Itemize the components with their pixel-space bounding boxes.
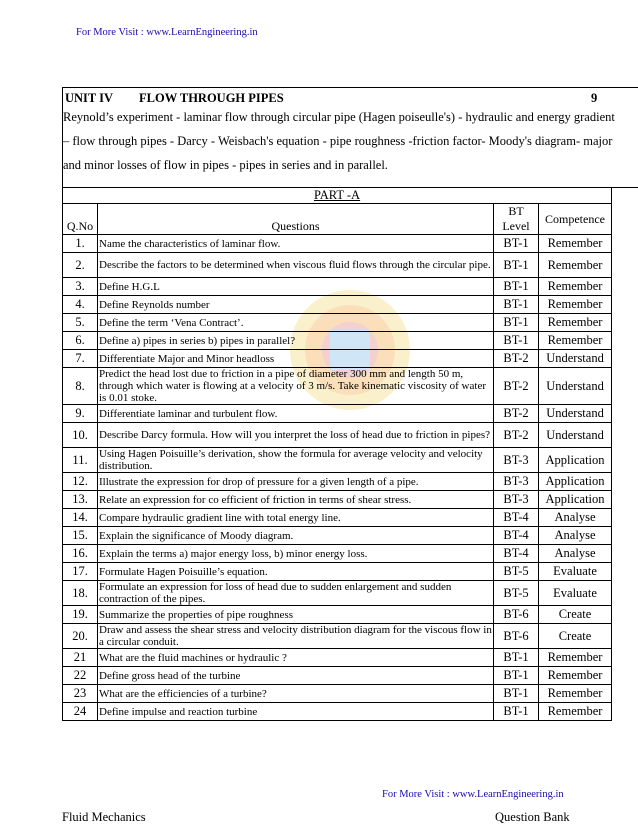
competence: Evaluate bbox=[539, 581, 612, 606]
competence: Understand bbox=[539, 368, 612, 405]
bt-level: BT-1 bbox=[494, 667, 539, 685]
part-row bbox=[63, 188, 612, 204]
table-row bbox=[63, 314, 612, 332]
question-number: 4. bbox=[63, 296, 98, 314]
syllabus-line: and minor losses of flow in pipes - pipes in series and in parallel. bbox=[63, 158, 388, 172]
bt-level: BT-1 bbox=[494, 685, 539, 703]
bt-level: BT-4 bbox=[494, 545, 539, 563]
unit-label: UNIT IV bbox=[65, 91, 114, 105]
question-table bbox=[62, 187, 612, 721]
table-row bbox=[63, 332, 612, 350]
syllabus-line: Reynold’s experiment - laminar flow through circular pipe (Hagen poiseulle's) - hydraulic and energy gradient bbox=[63, 110, 615, 124]
question-text: Define a) pipes in series b) pipes in parallel? bbox=[98, 332, 494, 350]
table-row bbox=[63, 235, 612, 253]
table-row bbox=[63, 685, 612, 703]
table-row bbox=[63, 509, 612, 527]
competence: Application bbox=[539, 473, 612, 491]
competence: Remember bbox=[539, 649, 612, 667]
competence: Remember bbox=[539, 703, 612, 721]
bt-level: BT-3 bbox=[494, 473, 539, 491]
unit-title: FLOW THROUGH PIPES bbox=[139, 91, 284, 105]
question-text: Predict the head lost due to friction in a pipe of diameter 300 mm and length 50 m, through which water is flowing at a velocity of 3 m/s. Take kinematic viscosity of water is 0.01 stoke. bbox=[98, 368, 494, 405]
syllabus-line: – flow through pipes - Darcy - Weisbach's equation - pipe roughness -friction factor- Moody's diagram- major bbox=[63, 134, 613, 148]
header-row bbox=[63, 204, 612, 235]
question-text: Define impulse and reaction turbine bbox=[98, 703, 494, 721]
header-link[interactable]: For More Visit : www.LearnEngineering.in bbox=[76, 27, 258, 38]
bt-level: BT-2 bbox=[494, 350, 539, 368]
competence: Remember bbox=[539, 296, 612, 314]
competence: Remember bbox=[539, 332, 612, 350]
table-row bbox=[63, 253, 612, 278]
table-row bbox=[63, 405, 612, 423]
question-number: 3. bbox=[63, 278, 98, 296]
competence: Analyse bbox=[539, 545, 612, 563]
table-row bbox=[63, 423, 612, 448]
bt-level: BT-1 bbox=[494, 278, 539, 296]
competence: Application bbox=[539, 491, 612, 509]
bt-level: BT-1 bbox=[494, 703, 539, 721]
question-text: Illustrate the expression for drop of pressure for a given length of a pipe. bbox=[98, 473, 494, 491]
table-row bbox=[63, 667, 612, 685]
bt-level: BT-4 bbox=[494, 509, 539, 527]
competence: Understand bbox=[539, 405, 612, 423]
question-text: Compare hydraulic gradient line with total energy line. bbox=[98, 509, 494, 527]
bt-level: BT-6 bbox=[494, 624, 539, 649]
question-number: 9. bbox=[63, 405, 98, 423]
question-number: 5. bbox=[63, 314, 98, 332]
question-number: 12. bbox=[63, 473, 98, 491]
competence: Remember bbox=[539, 667, 612, 685]
question-text: Differentiate laminar and turbulent flow. bbox=[98, 405, 494, 423]
question-text: Name the characteristics of laminar flow. bbox=[98, 235, 494, 253]
question-number: 10. bbox=[63, 423, 98, 448]
question-text: Differentiate Major and Minor headloss bbox=[98, 350, 494, 368]
competence-header: Competence bbox=[539, 204, 612, 235]
bt-level: BT-2 bbox=[494, 368, 539, 405]
competence: Remember bbox=[539, 235, 612, 253]
bt-level: BT-1 bbox=[494, 253, 539, 278]
bt-level: BT-2 bbox=[494, 423, 539, 448]
question-number: 8. bbox=[63, 368, 98, 405]
table-row bbox=[63, 624, 612, 649]
question-text: Define the term ‘Vena Contract’. bbox=[98, 314, 494, 332]
question-text: Define Reynolds number bbox=[98, 296, 494, 314]
table-row bbox=[63, 703, 612, 721]
competence: Create bbox=[539, 624, 612, 649]
question-text: Explain the significance of Moody diagram. bbox=[98, 527, 494, 545]
bt-level: BT-4 bbox=[494, 527, 539, 545]
question-number: 18. bbox=[63, 581, 98, 606]
table-row bbox=[63, 606, 612, 624]
question-number: 6. bbox=[63, 332, 98, 350]
question-number: 22 bbox=[63, 667, 98, 685]
bt-level-header: BT Level bbox=[494, 204, 539, 235]
bt-level: BT-1 bbox=[494, 235, 539, 253]
bt-level: BT-3 bbox=[494, 491, 539, 509]
question-number: 23 bbox=[63, 685, 98, 703]
question-text: Relate an expression for co efficient of friction in terms of shear stress. bbox=[98, 491, 494, 509]
bt-level: BT-5 bbox=[494, 563, 539, 581]
table-row bbox=[63, 350, 612, 368]
part-label: PART -A bbox=[63, 188, 612, 204]
table-row bbox=[63, 473, 612, 491]
table-row bbox=[63, 545, 612, 563]
question-number: 7. bbox=[63, 350, 98, 368]
competence: Evaluate bbox=[539, 563, 612, 581]
question-number: 2. bbox=[63, 253, 98, 278]
bt-level: BT-1 bbox=[494, 296, 539, 314]
bt-level: BT-3 bbox=[494, 448, 539, 473]
question-number: 13. bbox=[63, 491, 98, 509]
bt-level: BT-2 bbox=[494, 405, 539, 423]
question-text: Formulate an expression for loss of head due to sudden enlargement and sudden contraction of the pipes. bbox=[98, 581, 494, 606]
question-text: What are the fluid machines or hydraulic ? bbox=[98, 649, 494, 667]
question-text: Describe Darcy formula. How will you interpret the loss of head due to friction in pipes? bbox=[98, 423, 494, 448]
question-text: Explain the terms a) major energy loss, b) minor energy loss. bbox=[98, 545, 494, 563]
question-text: Draw and assess the shear stress and velocity distribution diagram for the viscous flow in a circular conduit. bbox=[99, 624, 492, 648]
question-number: 14. bbox=[63, 509, 98, 527]
question-text: Using Hagen Poisuille’s derivation, show the formula for average velocity and velocity distribution. bbox=[98, 448, 494, 473]
bt-level: BT-1 bbox=[494, 649, 539, 667]
bt-level: BT-1 bbox=[494, 314, 539, 332]
question-text: Define gross head of the turbine bbox=[98, 667, 494, 685]
competence: Understand bbox=[539, 423, 612, 448]
table-row bbox=[63, 527, 612, 545]
competence: Analyse bbox=[539, 527, 612, 545]
table-row bbox=[63, 581, 612, 606]
competence: Remember bbox=[539, 278, 612, 296]
question-number: 20. bbox=[63, 624, 98, 649]
question-text: Formulate Hagen Poisuille’s equation. bbox=[98, 563, 494, 581]
footer-subject: Fluid Mechanics bbox=[62, 810, 146, 824]
table-row bbox=[63, 278, 612, 296]
table-row bbox=[63, 448, 612, 473]
competence: Create bbox=[539, 606, 612, 624]
question-number: 19. bbox=[63, 606, 98, 624]
qno-header: Q.No bbox=[63, 204, 98, 235]
question-number: 16. bbox=[63, 545, 98, 563]
competence: Analyse bbox=[539, 509, 612, 527]
question-text: What are the efficiencies of a turbine? bbox=[98, 685, 494, 703]
question-text: Summarize the properties of pipe roughness bbox=[98, 606, 494, 624]
unit-section bbox=[62, 87, 638, 188]
competence: Understand bbox=[539, 350, 612, 368]
question-number: 17. bbox=[63, 563, 98, 581]
table-row bbox=[63, 368, 612, 405]
table-row bbox=[63, 563, 612, 581]
footer-link[interactable]: For More Visit : www.LearnEngineering.in bbox=[382, 789, 564, 800]
bt-level: BT-5 bbox=[494, 581, 539, 606]
competence: Remember bbox=[539, 314, 612, 332]
footer-doc-type: Question Bank bbox=[495, 810, 570, 824]
questions-header: Questions bbox=[98, 204, 494, 235]
question-number: 15. bbox=[63, 527, 98, 545]
question-number: 24 bbox=[63, 703, 98, 721]
question-number: 11. bbox=[63, 448, 98, 473]
bt-level: BT-6 bbox=[494, 606, 539, 624]
competence: Remember bbox=[539, 685, 612, 703]
question-text: Define H.G.L bbox=[98, 278, 494, 296]
competence: Application bbox=[539, 448, 612, 473]
unit-hours: 9 bbox=[591, 91, 598, 105]
competence: Remember bbox=[539, 253, 612, 278]
table-row bbox=[63, 649, 612, 667]
question-number: 21 bbox=[63, 649, 98, 667]
table-row bbox=[63, 491, 612, 509]
table-row bbox=[63, 296, 612, 314]
bt-level: BT-1 bbox=[494, 332, 539, 350]
question-number: 1. bbox=[63, 235, 98, 253]
question-text: Describe the factors to be determined when viscous fluid flows through the circular pipe. bbox=[98, 253, 494, 278]
